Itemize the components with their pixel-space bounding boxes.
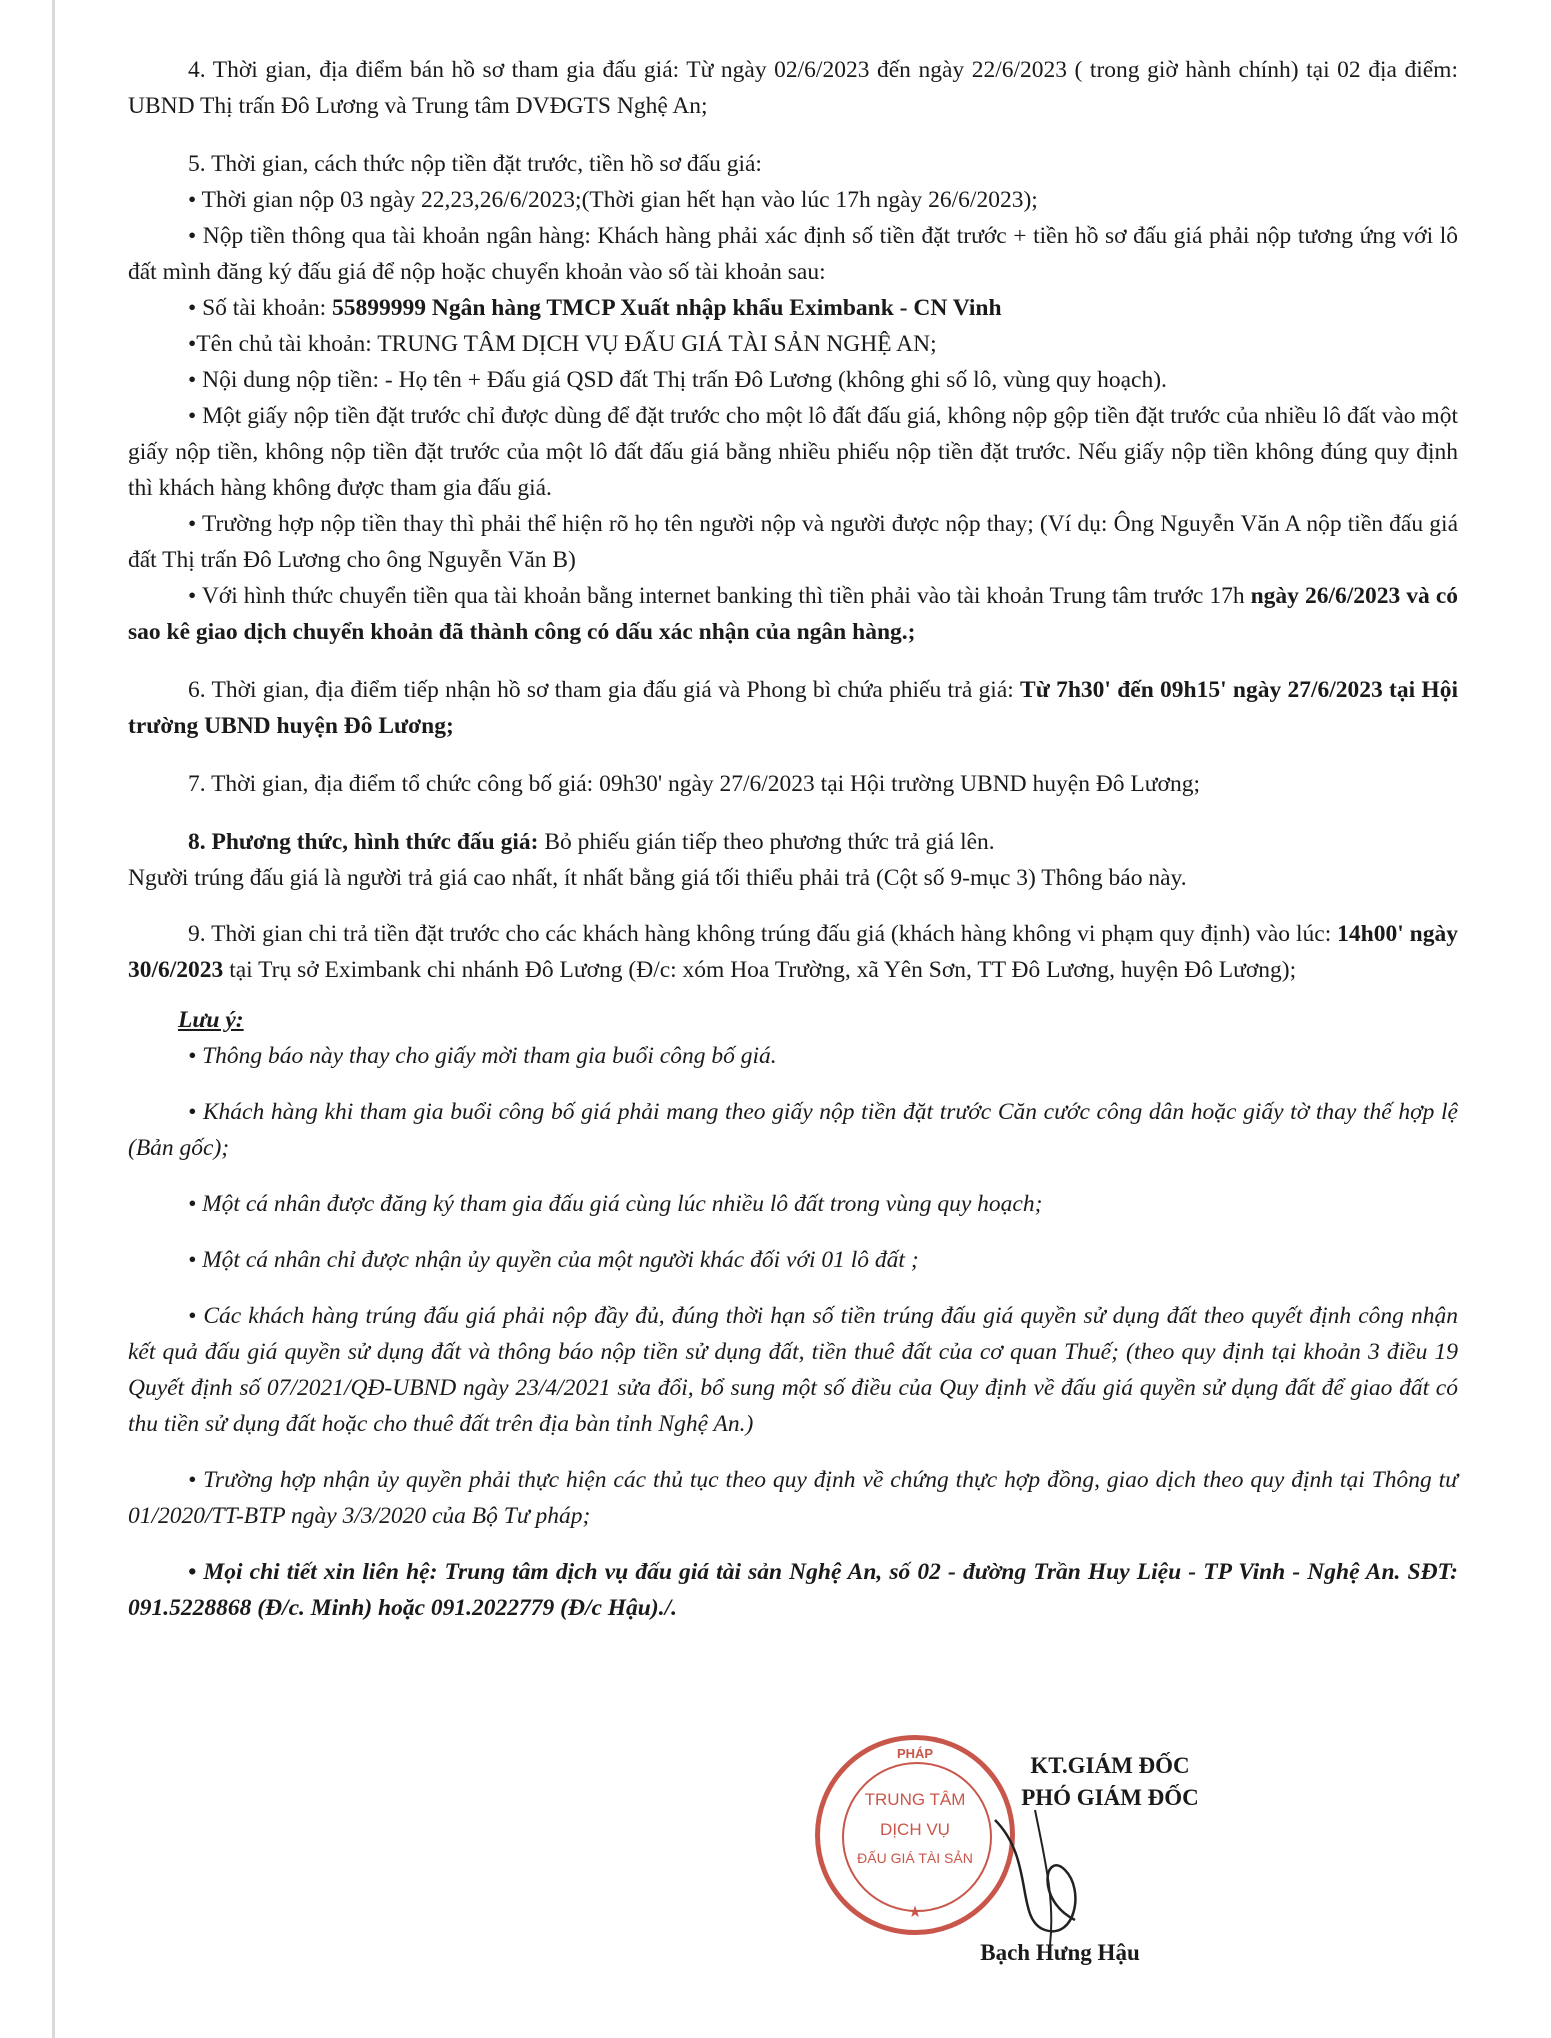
- item-6: [128, 672, 1458, 744]
- note-3: • Một cá nhân được đăng ký tham gia đấu giá cùng lúc nhiều lô đất trong vùng quy hoạch;: [188, 1191, 1043, 1217]
- stamp-star-icon: ★: [907, 1904, 923, 1921]
- banking-deadline: ngày 26/6/2023 và có sao kê giao dịch chuyển khoản đã thành công có dấu xác nhận của ngân hàng.;: [128, 583, 1458, 645]
- item-5-bullet-7: • Trường hợp nộp tiền thay thì phải thể hiện rõ họ tên người nộp và người được nộp thay; (Ví dụ: Ông Nguyễn Văn A nộp tiền đấu giá đất Thị trấn Đô Lương cho ông Nguyễn Văn B): [128, 511, 1458, 573]
- item-5-title: 5. Thời gian, cách thức nộp tiền đặt trước, tiền hồ sơ đấu giá:: [188, 151, 762, 177]
- note-1: • Thông báo này thay cho giấy mời tham gia buổi công bố giá.: [188, 1043, 777, 1069]
- stamp-line-3: ĐẤU GIÁ TÀI SẢN: [857, 1850, 973, 1866]
- item-5-bullet-2: • Nộp tiền thông qua tài khoản ngân hàng: Khách hàng phải xác định số tiền đặt trước + tiền hồ sơ đấu giá phải nộp tương ứng với lô đất mình đăng ký đấu giá để nộp hoặc chuyển khoản vào số tài khoản sau:: [128, 223, 1458, 285]
- item-5-bullet-3: [128, 290, 1458, 326]
- item-5-bullet-1: • Thời gian nộp 03 ngày 22,23,26/6/2023;(Thời gian hết hạn vào lúc 17h ngày 26/6/2023);: [188, 187, 1038, 213]
- item-5-bullet-5: • Nội dung nộp tiền: - Họ tên + Đấu giá QSD đất Thị trấn Đô Lương (không ghi số lô, vùng quy hoạch).: [188, 367, 1167, 393]
- account-number: 55899999 Ngân hàng TMCP Xuất nhập khẩu Eximbank - CN Vinh: [332, 295, 1002, 321]
- item-9-place: tại Trụ sở Eximbank chi nhánh Đô Lương (Đ/c: xóm Hoa Trường, xã Yên Sơn, TT Đô Lương, huyện Đô Lương);: [223, 957, 1297, 983]
- item-7: 7. Thời gian, địa điểm tổ chức công bố giá: 09h30' ngày 27/6/2023 tại Hội trường UBND huyện Đô Lương;: [188, 771, 1200, 797]
- note-4: • Một cá nhân chỉ được nhận ủy quyền của một người khác đối với 01 lô đất ;: [188, 1247, 919, 1273]
- document-page: [128, 52, 1458, 1626]
- stamp-line-1: TRUNG TÂM: [864, 1790, 966, 1809]
- notes-heading: Lưu ý:: [178, 1007, 244, 1033]
- item-5-bullet-6: • Một giấy nộp tiền đặt trước chỉ được dùng để đặt trước cho một lô đất đấu giá, không nộp gộp tiền đặt trước của nhiều lô đất vào một giấy nộp tiền, không nộp tiền đặt trước của một lô đất đấu giá bằng nhiều phiếu nộp tiền đặt trước. Nếu giấy nộp tiền không đúng quy định thì khách hàng không được tham gia đấu giá.: [128, 403, 1458, 501]
- note-5: • Các khách hàng trúng đấu giá phải nộp đầy đủ, đúng thời hạn số tiền trúng đấu giá quyền sử dụng đất theo quyết định công nhận kết quả đấu giá quyền sử dụng đất và thông báo nộp tiền sử dụng đất, tiền thuê đất của cơ quan Thuế; (theo quy định tại khoản 3 điều 19 Quyết định số 07/2021/QĐ-UBND ngày 23/4/2021 sửa đổi, bổ sung một số điều của Quy định về đấu giá quyền sử dụng đất để giao đất có thu tiền sử dụng đất hoặc cho thuê đất trên địa bàn tỉnh Nghệ An.): [128, 1303, 1458, 1437]
- item-4: 4. Thời gian, địa điểm bán hồ sơ tham gia đấu giá: Từ ngày 02/6/2023 đến ngày 22/6/2023 ( trong giờ hành chính) tại 02 địa điểm: UBND Thị trấn Đô Lương và Trung tâm DVĐGTS Nghệ An;: [128, 57, 1458, 119]
- item-6-time: Từ 7h30' đến 09h15' ngày 27/6/2023 tại Hội trường UBND huyện Đô Lương;: [128, 677, 1458, 739]
- item-9: [128, 916, 1458, 988]
- item-5-bullet-8: [128, 578, 1458, 650]
- note-2: • Khách hàng khi tham gia buổi công bố giá phải mang theo giấy nộp tiền đặt trước Căn cước công dân hoặc giấy tờ thay thế hợp lệ (Bản gốc);: [128, 1099, 1458, 1161]
- item-5-bullet-4: •Tên chủ tài khoản: TRUNG TÂM DỊCH VỤ ĐẤU GIÁ TÀI SẢN NGHỆ AN;: [188, 331, 937, 357]
- item-8: [128, 824, 1458, 860]
- account-label: • Số tài khoản:: [188, 295, 332, 321]
- handwritten-signature-icon: [975, 1800, 1115, 1950]
- item-9-text: 9. Thời gian chi trả tiền đặt trước cho các khách hàng không trúng đấu giá (khách hàng không vi phạm quy định) vào lúc:: [188, 921, 1338, 947]
- stamp-ring-text: PHÁP: [896, 1746, 934, 1761]
- signer-title-1: KT.GIÁM ĐỐC: [1030, 1753, 1190, 1778]
- banking-text: • Với hình thức chuyển tiền qua tài khoản bằng internet banking thì tiền phải vào tài khoản Trung tâm trước 17h: [188, 583, 1251, 609]
- page-edge-line: [52, 0, 55, 2038]
- item-9-time: 14h00' ngày 30/6/2023: [128, 921, 1459, 983]
- note-6: • Trường hợp nhận ủy quyền phải thực hiện các thủ tục theo quy định về chứng thực hợp đồng, giao dịch theo quy định tại Thông tư 01/2020/TT-BTP ngày 3/3/2020 của Bộ Tư pháp;: [128, 1467, 1458, 1529]
- note-7: • Mọi chi tiết xin liên hệ: Trung tâm dịch vụ đấu giá tài sản Nghệ An, số 02 - đường Trần Huy Liệu - TP Vinh - Nghệ An. SĐT: 091.5228868 (Đ/c. Minh) hoặc 091.2022779 (Đ/c Hậu)./.: [128, 1559, 1458, 1621]
- signer-title-2: PHÓ GIÁM ĐỐC: [1021, 1785, 1199, 1810]
- signer-name: Bạch Hưng Hậu: [980, 1940, 1140, 1965]
- stamp-line-2: DỊCH VỤ: [880, 1820, 950, 1839]
- item-8-label: 8. Phương thức, hình thức đấu giá:: [188, 829, 545, 855]
- item-8-text: Bỏ phiếu gián tiếp theo phương thức trả giá lên.: [544, 829, 995, 855]
- item-6-text: 6. Thời gian, địa điểm tiếp nhận hồ sơ tham gia đấu giá và Phong bì chứa phiếu trả giá:: [188, 677, 1021, 703]
- item-8-line-2: Người trúng đấu giá là người trả giá cao nhất, ít nhất bằng giá tối thiểu phải trả (Cột số 9-mục 3) Thông báo này.: [128, 865, 1187, 891]
